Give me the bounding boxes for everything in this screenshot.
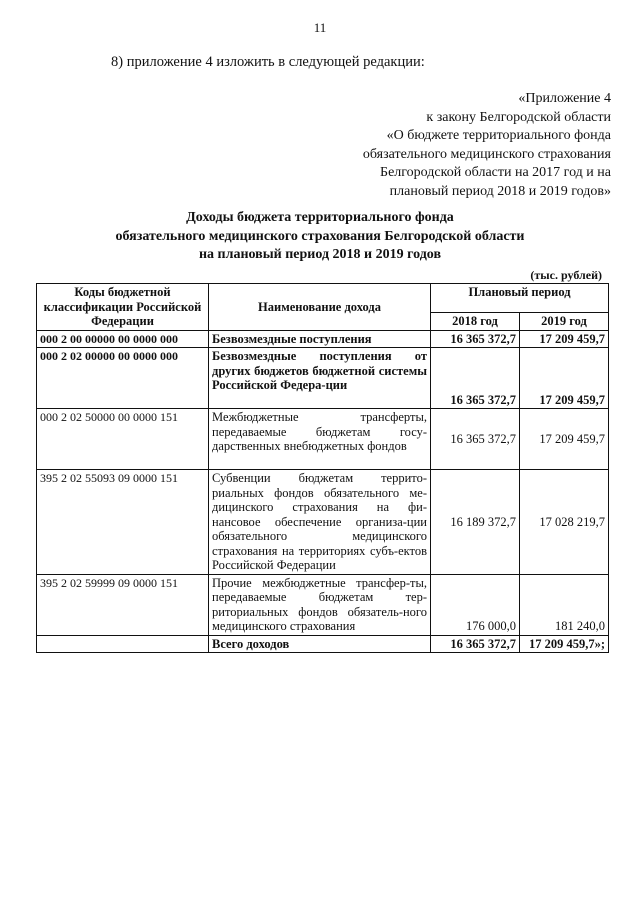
row-2019: 181 240,0: [520, 574, 609, 635]
row-code: 000 2 00 00000 00 0000 000: [37, 330, 209, 348]
annex-line: «О бюджете территориального фонда: [386, 128, 611, 143]
units-label: (тыс. рублей): [530, 268, 602, 282]
document-title: [0, 209, 640, 265]
row-2019: 17 209 459,7: [520, 348, 609, 409]
title-line: на плановый период 2018 и 2019 годов: [198, 247, 442, 262]
row-name: Прочие межбюджетные трансфер-ты, передаваемые бюджетам тер-риториальных фондов обязатель-ного медицинского страхования: [209, 574, 431, 635]
table-row: [37, 348, 609, 409]
table-row: [37, 330, 609, 348]
row-2018: 16 365 372,7: [431, 409, 520, 470]
annex-line: плановый период 2018 и 2019 годов»: [389, 183, 611, 199]
row-code: 395 2 02 55093 09 0000 151: [37, 470, 209, 575]
total-label: Всего доходов: [209, 635, 431, 653]
table-header-row: [37, 284, 609, 313]
header-code: Коды бюджетной классификации Российской Федерации: [37, 284, 209, 331]
page-number: 11: [313, 20, 327, 35]
income-table: [36, 283, 609, 653]
row-name: Межбюджетные трансферты, передаваемые бюджетам госу-дарственных внебюджетных фондов: [209, 409, 431, 470]
title-line: обязательного медицинского страхования Белгородской области: [115, 228, 525, 244]
row-2018: 16 365 372,7: [431, 330, 520, 348]
row-2019: 17 028 219,7: [520, 470, 609, 575]
row-code: 000 2 02 00000 00 0000 000: [37, 348, 209, 409]
total-2018: 16 365 372,7: [431, 635, 520, 653]
table-total-row: [37, 635, 609, 653]
annex-line: обязательного медицинского страхования: [362, 146, 611, 162]
row-name: Безвозмездные поступления от других бюджетов бюджетной системы Российской Федера-ции: [209, 348, 431, 409]
header-period: Плановый период: [431, 284, 609, 313]
row-2019: 17 209 459,7: [520, 409, 609, 470]
row-code: 000 2 02 50000 00 0000 151: [37, 409, 209, 470]
total-empty-cell: [37, 635, 209, 653]
row-2018: 176 000,0: [431, 574, 520, 635]
row-code: 395 2 02 59999 09 0000 151: [37, 574, 209, 635]
intro-text: 8) приложение 4 изложить в следующей редакции:: [111, 54, 425, 70]
row-2018: 16 365 372,7: [431, 348, 520, 409]
row-name: Безвозмездные поступления: [209, 330, 431, 348]
row-2019: 17 209 459,7: [520, 330, 609, 348]
total-2019: 17 209 459,7»;: [520, 635, 609, 653]
table-row: [37, 409, 609, 470]
table-row: [37, 470, 609, 575]
table-row: [37, 574, 609, 635]
header-2019: 2019 год: [520, 313, 609, 331]
header-2018: 2018 год: [431, 313, 520, 331]
annex-line: Белгородской области на 2017 год и на: [380, 165, 611, 180]
row-2018: 16 189 372,7: [431, 470, 520, 575]
annex-header: [363, 90, 611, 201]
row-name: Субвенции бюджетам террито-риальных фондов обязательного ме-дицинского страхования на фи-нансовое обеспечение организа-ции обязательного медицинского страхования на территориях субъ-ектов Российской Федерации: [209, 470, 431, 575]
annex-line: «Приложение 4: [518, 91, 611, 106]
header-name: Наименование дохода: [209, 284, 431, 331]
annex-line: к закону Белгородской области: [426, 109, 611, 125]
title-line: Доходы бюджета территориального фонда: [186, 210, 454, 225]
